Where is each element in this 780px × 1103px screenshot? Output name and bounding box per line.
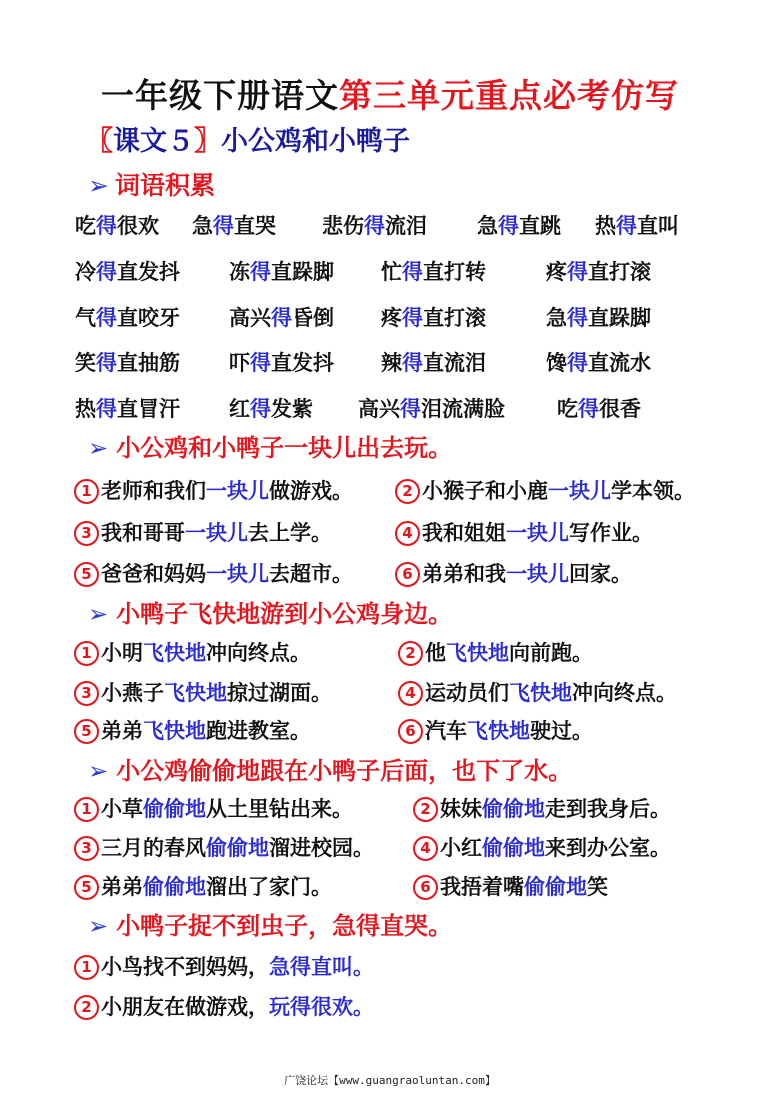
- circled-number: 2: [398, 641, 423, 666]
- sentence-highlight: 飞快地: [509, 681, 572, 705]
- sentence-suffix: 驶过。: [530, 719, 593, 743]
- example-sentence: [74, 475, 353, 505]
- vocab-word-highlight: 得: [96, 214, 117, 238]
- example-sentence: [74, 871, 332, 901]
- vocab-word-prefix: 气: [75, 306, 96, 330]
- vocab-word-highlight: 得: [400, 397, 421, 421]
- vocab-word-highlight: 得: [498, 214, 519, 238]
- vocab-word-suffix: 直流泪: [423, 351, 486, 375]
- example-sentence: [74, 715, 311, 745]
- sentence-suffix: 去超市。: [269, 562, 353, 586]
- vocab-word-suffix: 泪流满脸: [421, 397, 505, 421]
- sentence-suffix: 向前跑。: [509, 641, 593, 665]
- circled-number: 6: [398, 719, 423, 744]
- vocab-word-highlight: 得: [402, 260, 423, 284]
- vocab-word-suffix: 直哭: [234, 214, 276, 238]
- vocab-word: [75, 393, 180, 423]
- circled-number: 1: [74, 955, 99, 980]
- vocab-word-prefix: 悲伤: [322, 214, 364, 238]
- vocab-word-highlight: 得: [402, 351, 423, 375]
- vocab-word-prefix: 疼: [381, 306, 402, 330]
- sentence-suffix: 去上学。: [248, 521, 332, 545]
- example-sentence: [74, 517, 332, 547]
- circled-number: 6: [413, 875, 438, 900]
- vocab-word-suffix: 直打滚: [588, 260, 651, 284]
- vocab-word-suffix: 直抽筋: [117, 351, 180, 375]
- vocab-word: [229, 393, 313, 423]
- section-heading: [88, 906, 452, 941]
- vocab-heading-text: 词语积累: [114, 171, 215, 200]
- section-heading-text: 小鸭子飞快地游到小公鸡身边。: [116, 600, 453, 628]
- vocab-word-highlight: 得: [96, 306, 117, 330]
- lesson-heading: [86, 119, 410, 158]
- circled-number: 1: [74, 641, 99, 666]
- sentence-prefix: 弟弟和我: [422, 562, 506, 586]
- vocab-word-prefix: 吃: [75, 214, 96, 238]
- lesson-name: 小公鸡和小鸭子: [221, 126, 410, 157]
- section-heading: [88, 594, 452, 629]
- sentence-highlight: 飞快地: [164, 681, 227, 705]
- vocab-heading: [88, 166, 215, 202]
- vocab-word-suffix: 直跺脚: [271, 260, 334, 284]
- example-sentence: [413, 871, 608, 901]
- vocab-word: [229, 256, 334, 286]
- sentence-highlight: 偷偷地: [143, 875, 206, 899]
- circled-number: 5: [74, 719, 99, 744]
- sentence-prefix: 小草: [101, 797, 143, 821]
- sentence-prefix: 老师和我们: [101, 479, 206, 503]
- arrow-bullet-icon: ➢: [88, 171, 109, 200]
- sentence-highlight: 偷偷地: [482, 836, 545, 860]
- sentence-prefix: 我捂着嘴: [440, 875, 524, 899]
- circled-number: 2: [74, 995, 99, 1020]
- vocab-word-suffix: 流泪: [385, 214, 427, 238]
- example-sentence: [74, 832, 374, 862]
- sentence-prefix: 小明: [101, 641, 143, 665]
- sentence-suffix: 掠过湖面。: [227, 681, 332, 705]
- example-sentence: [413, 832, 671, 862]
- sentence-suffix: 走到我身后。: [545, 797, 671, 821]
- example-sentence: [398, 637, 593, 667]
- circled-number: 4: [395, 521, 420, 546]
- sentence-prefix: 我和哥哥: [101, 521, 185, 545]
- vocab-word-suffix: 直发抖: [117, 260, 180, 284]
- sentence-prefix: 三月的春风: [101, 836, 206, 860]
- sentence-suffix: 做游戏。: [269, 479, 353, 503]
- sentence-prefix: 爸爸和妈妈: [101, 562, 206, 586]
- sentence-prefix: 运动员们: [425, 681, 509, 705]
- sentence-suffix: 笑: [587, 875, 608, 899]
- vocab-word-highlight: 得: [96, 351, 117, 375]
- sentence-prefix: 小朋友在做游戏，: [101, 995, 269, 1019]
- sentence-prefix: 我和姐姐: [422, 521, 506, 545]
- vocab-word-suffix: 直冒汗: [117, 397, 180, 421]
- circled-number: 1: [74, 479, 99, 504]
- vocab-word-prefix: 热: [75, 397, 96, 421]
- footer-source: 广饶论坛【www.guangraoluntan.com】: [284, 1074, 496, 1087]
- vocab-word-prefix: 红: [229, 397, 250, 421]
- example-sentence: [74, 637, 311, 667]
- vocab-word-highlight: 得: [271, 306, 292, 330]
- sentence-prefix: 汽车: [425, 719, 467, 743]
- vocab-word-prefix: 热: [595, 214, 616, 238]
- sentence-highlight: 偷偷地: [206, 836, 269, 860]
- sentence-suffix: 来到办公室。: [545, 836, 671, 860]
- vocab-word-highlight: 得: [616, 214, 637, 238]
- vocab-word-highlight: 得: [402, 306, 423, 330]
- arrow-bullet-icon: ➢: [88, 757, 109, 785]
- circled-number: 3: [74, 521, 99, 546]
- circled-number: 4: [413, 836, 438, 861]
- sentence-suffix: 溜出了家门。: [206, 875, 332, 899]
- vocab-word-prefix: 笑: [75, 351, 96, 375]
- sentence-highlight: 一块儿: [206, 479, 269, 503]
- section-heading: [88, 751, 572, 786]
- vocab-word-suffix: 直打滚: [423, 306, 486, 330]
- circled-number: 2: [395, 479, 420, 504]
- example-sentence: [395, 517, 653, 547]
- sentence-prefix: 小红: [440, 836, 482, 860]
- example-sentence: [413, 793, 671, 823]
- vocab-word-prefix: 高兴: [229, 306, 271, 330]
- sentence-suffix: 从土里钻出来。: [206, 797, 353, 821]
- vocab-word-prefix: 疼: [546, 260, 567, 284]
- vocab-word: [229, 302, 334, 332]
- vocab-word-prefix: 吓: [229, 351, 250, 375]
- example-sentence: [74, 793, 353, 823]
- sentence-suffix: 回家。: [569, 562, 632, 586]
- vocab-word-highlight: 得: [213, 214, 234, 238]
- vocab-word-suffix: 很香: [599, 397, 641, 421]
- sentence-suffix: 冲向终点。: [206, 641, 311, 665]
- vocab-word-highlight: 得: [578, 397, 599, 421]
- vocab-word-highlight: 得: [567, 260, 588, 284]
- lesson-label: 课文５: [113, 126, 194, 157]
- page-title: [0, 70, 780, 117]
- title-part-grade: 一年级下册语文: [101, 76, 339, 115]
- vocab-word-highlight: 得: [250, 260, 271, 284]
- vocab-word-prefix: 忙: [381, 260, 402, 284]
- vocab-word: [192, 210, 276, 240]
- vocab-word-suffix: 直咬牙: [117, 306, 180, 330]
- vocab-word: [477, 210, 561, 240]
- vocab-word-suffix: 直打转: [423, 260, 486, 284]
- example-sentence: [74, 677, 332, 707]
- vocab-word-suffix: 很欢: [117, 214, 159, 238]
- circled-number: 5: [74, 562, 99, 587]
- vocab-word-suffix: 直跳: [519, 214, 561, 238]
- arrow-bullet-icon: ➢: [88, 434, 109, 462]
- vocab-word-suffix: 发紫: [271, 397, 313, 421]
- vocab-word-highlight: 得: [567, 306, 588, 330]
- vocab-word: [75, 210, 159, 240]
- vocab-word: [358, 393, 505, 423]
- vocab-word: [381, 302, 486, 332]
- lesson-bracket-open: 〖: [86, 126, 113, 157]
- sentence-highlight: 一块儿: [506, 521, 569, 545]
- section-heading: [88, 428, 452, 463]
- circled-number: 1: [74, 797, 99, 822]
- vocab-word: [322, 210, 427, 240]
- example-sentence: [395, 475, 695, 505]
- sentence-highlight: 玩得很欢。: [269, 995, 374, 1019]
- example-sentence: [74, 951, 374, 981]
- sentence-highlight: 一块儿: [206, 562, 269, 586]
- sentence-suffix: 写作业。: [569, 521, 653, 545]
- section-heading-text: 小鸭子捉不到虫子，急得直哭。: [116, 912, 453, 940]
- vocab-word-prefix: 吃: [557, 397, 578, 421]
- vocab-word: [595, 210, 679, 240]
- sentence-highlight: 一块儿: [185, 521, 248, 545]
- circled-number: 3: [74, 836, 99, 861]
- example-sentence: [74, 991, 374, 1021]
- vocab-word-prefix: 冻: [229, 260, 250, 284]
- circled-number: 5: [74, 875, 99, 900]
- vocab-word: [75, 302, 180, 332]
- vocab-word-prefix: 馋: [546, 351, 567, 375]
- arrow-bullet-icon: ➢: [88, 912, 109, 940]
- sentence-highlight: 急得直叫。: [269, 955, 374, 979]
- vocab-word-prefix: 辣: [381, 351, 402, 375]
- circled-number: 2: [413, 797, 438, 822]
- vocab-word: [381, 347, 486, 377]
- sentence-suffix: 溜进校园。: [269, 836, 374, 860]
- section-heading-text: 小公鸡和小鸭子一块儿出去玩。: [116, 434, 453, 462]
- sentence-highlight: 飞快地: [143, 641, 206, 665]
- sentence-highlight: 飞快地: [143, 719, 206, 743]
- vocab-word-suffix: 直叫: [637, 214, 679, 238]
- circled-number: 4: [398, 681, 423, 706]
- vocab-word: [229, 347, 334, 377]
- vocab-word-highlight: 得: [96, 260, 117, 284]
- sentence-highlight: 偷偷地: [482, 797, 545, 821]
- sentence-highlight: 一块儿: [506, 562, 569, 586]
- sentence-highlight: 一块儿: [548, 479, 611, 503]
- sentence-prefix: 小猴子和小鹿: [422, 479, 548, 503]
- sentence-prefix: 妹妹: [440, 797, 482, 821]
- vocab-word-suffix: 直跺脚: [588, 306, 651, 330]
- vocab-word: [546, 256, 651, 286]
- sentence-highlight: 飞快地: [467, 719, 530, 743]
- sentence-highlight: 偷偷地: [143, 797, 206, 821]
- vocab-word-prefix: 高兴: [358, 397, 400, 421]
- sentence-prefix: 小鸟找不到妈妈，: [101, 955, 269, 979]
- vocab-word: [381, 256, 486, 286]
- vocab-word-highlight: 得: [364, 214, 385, 238]
- example-sentence: [398, 677, 677, 707]
- example-sentence: [74, 558, 353, 588]
- sentence-prefix: 弟弟: [101, 719, 143, 743]
- sentence-highlight: 偷偷地: [524, 875, 587, 899]
- sentence-prefix: 小燕子: [101, 681, 164, 705]
- vocab-word-suffix: 昏倒: [292, 306, 334, 330]
- vocab-word-suffix: 直流水: [588, 351, 651, 375]
- vocab-word-prefix: 急: [192, 214, 213, 238]
- vocab-word-highlight: 得: [96, 397, 117, 421]
- vocab-word: [557, 393, 641, 423]
- sentence-suffix: 冲向终点。: [572, 681, 677, 705]
- vocab-word-highlight: 得: [250, 397, 271, 421]
- sentence-suffix: 学本领。: [611, 479, 695, 503]
- vocab-word-prefix: 急: [546, 306, 567, 330]
- sentence-suffix: 跑进教室。: [206, 719, 311, 743]
- circled-number: 6: [395, 562, 420, 587]
- vocab-word: [75, 347, 180, 377]
- vocab-word-highlight: 得: [567, 351, 588, 375]
- vocab-word-suffix: 直发抖: [271, 351, 334, 375]
- lesson-bracket-close: 〗: [194, 126, 221, 157]
- title-part-unit: 第三单元重点必考仿写: [339, 76, 679, 115]
- sentence-highlight: 飞快地: [446, 641, 509, 665]
- vocab-word-prefix: 急: [477, 214, 498, 238]
- vocab-word: [546, 347, 651, 377]
- example-sentence: [395, 558, 632, 588]
- circled-number: 3: [74, 681, 99, 706]
- arrow-bullet-icon: ➢: [88, 600, 109, 628]
- vocab-word-prefix: 冷: [75, 260, 96, 284]
- sentence-prefix: 弟弟: [101, 875, 143, 899]
- vocab-word-highlight: 得: [250, 351, 271, 375]
- example-sentence: [398, 715, 593, 745]
- sentence-prefix: 他: [425, 641, 446, 665]
- vocab-word: [546, 302, 651, 332]
- section-heading-text: 小公鸡偷偷地跟在小鸭子后面，也下了水。: [116, 757, 573, 785]
- vocab-word: [75, 256, 180, 286]
